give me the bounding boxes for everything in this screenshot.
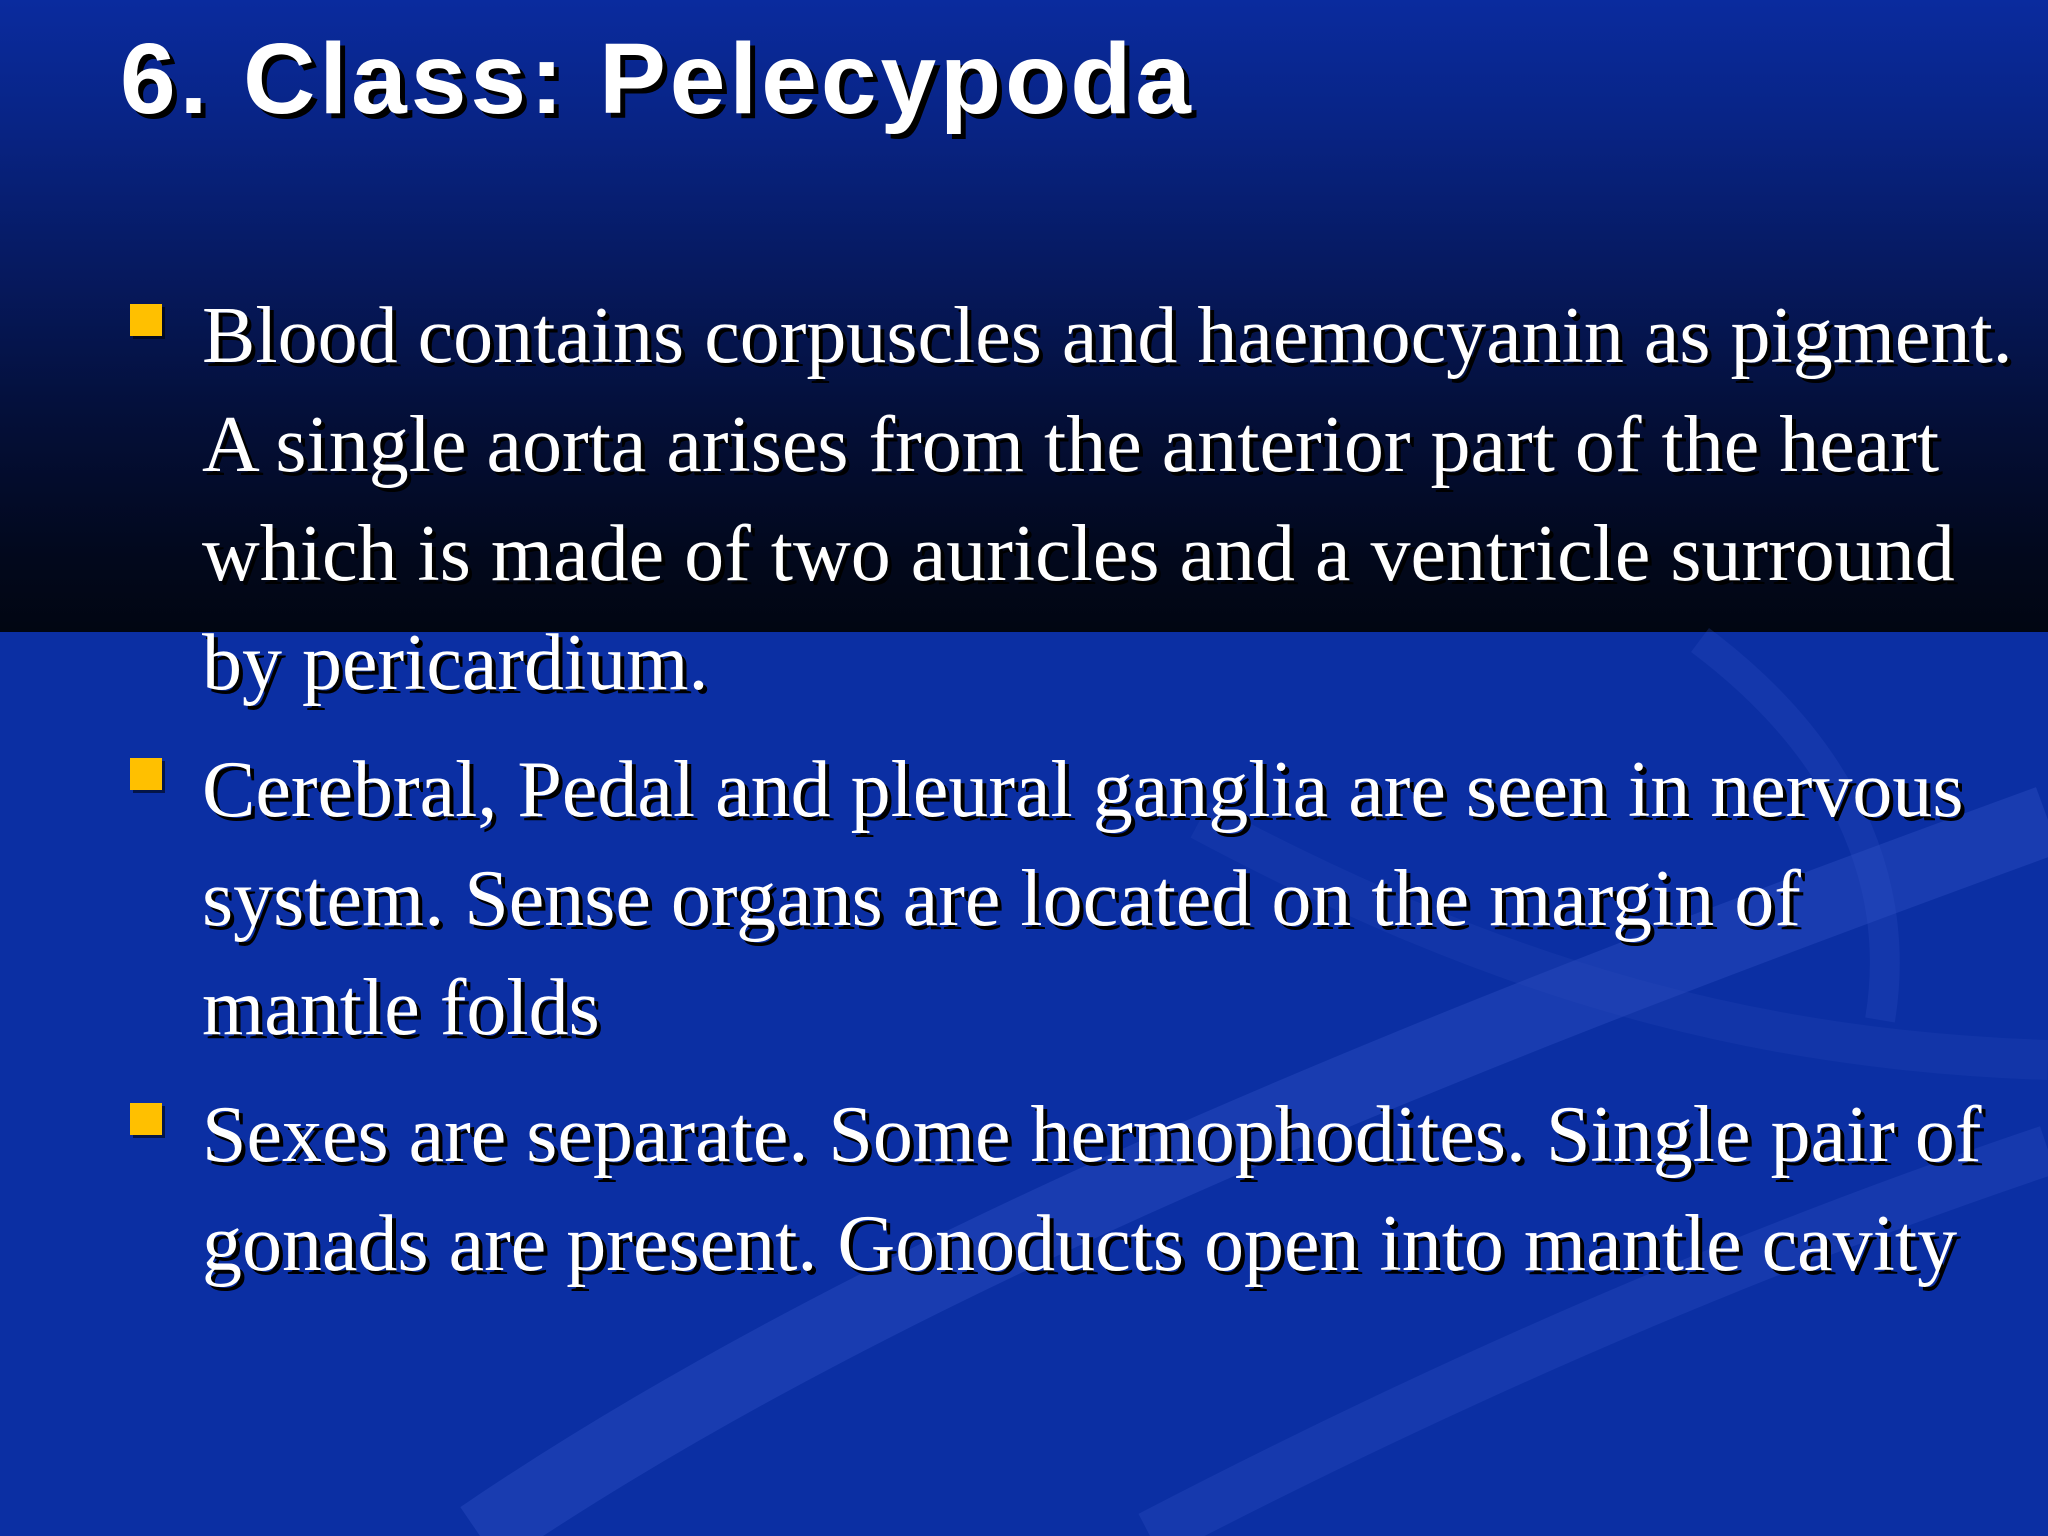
bullet-text: Sexes are separate. Some hermophodites. Single pair of gonads are present. Gonoducts open into mantle cavity: [202, 1091, 1982, 1288]
bullet-item: [128, 1081, 2008, 1299]
square-bullet-icon: [130, 758, 162, 790]
bullet-item: [128, 282, 2013, 718]
slide-title: 6. Class: Pelecypoda: [120, 23, 1195, 135]
bullet-item: [128, 736, 2008, 1063]
square-bullet-icon: [130, 304, 162, 336]
bullet-text: Blood contains corpuscles and haemocyanin as pigment. A single aorta arises from the anterior part of the heart which is made of two auricles and a ventricle surround by pericardium.: [202, 292, 2013, 707]
bullet-text: Cerebral, Pedal and pleural ganglia are seen in nervous system. Sense organs are located on the margin of mantle folds: [202, 746, 1964, 1052]
bullet-list: [128, 282, 2013, 1317]
square-bullet-icon: [130, 1103, 162, 1135]
